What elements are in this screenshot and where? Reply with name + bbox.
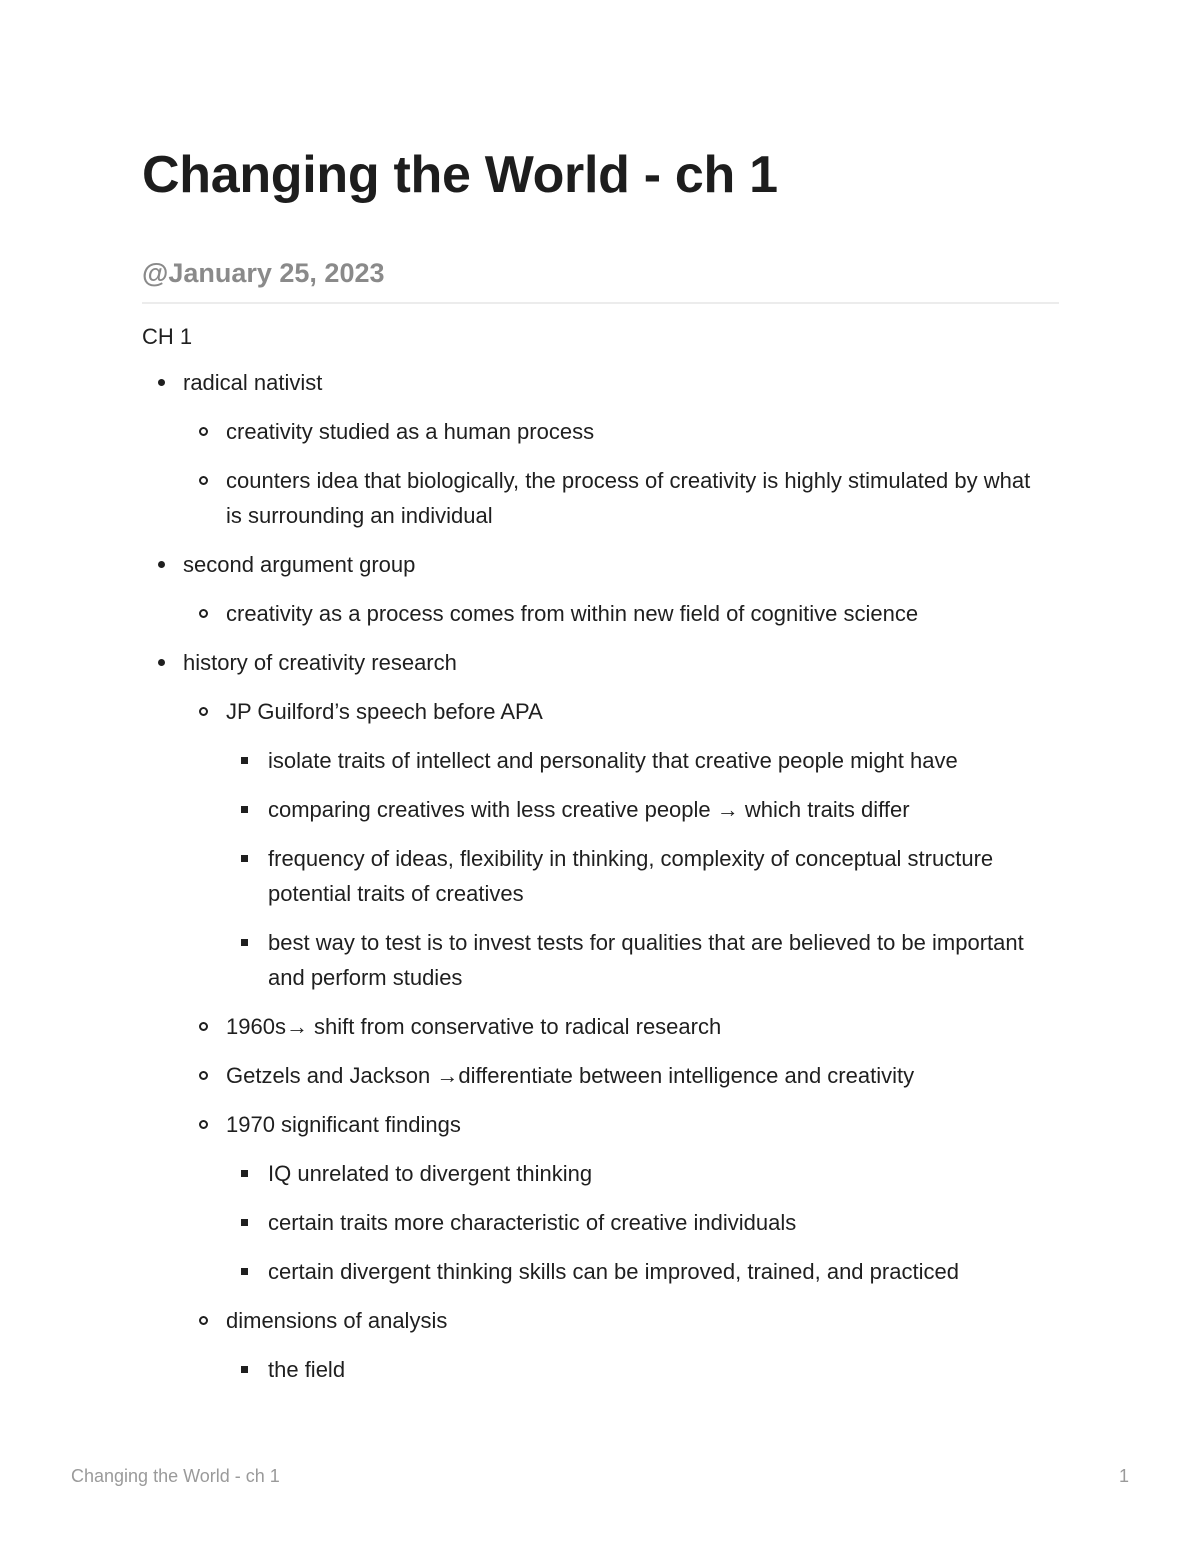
filled-disc-bullet-icon <box>158 379 165 386</box>
list-item <box>142 1352 1052 1387</box>
list-item <box>142 1107 1052 1142</box>
list-item-text: JP Guilford’s speech before APA <box>226 699 543 724</box>
list-item-text: best way to test is to invest tests for qualities that are believed to be important and perform studies <box>268 930 1024 990</box>
list-item-text: creativity studied as a human process <box>226 419 595 444</box>
list-item-text: Getzels and Jackson →differentiate between intelligence and creativity <box>226 1063 915 1088</box>
filled-square-bullet-icon <box>241 757 248 764</box>
list-item-text: dimensions of analysis <box>226 1308 448 1333</box>
list-item <box>142 1156 1052 1191</box>
list-item <box>142 925 1052 995</box>
page-title: Changing the World - ch 1 <box>142 146 778 204</box>
title-divider <box>142 302 1059 304</box>
list-item-text: history of creativity research <box>183 650 457 675</box>
list-item-text: isolate traits of intellect and personality that creative people might have <box>268 748 958 773</box>
hollow-circle-bullet-icon <box>199 707 208 716</box>
filled-square-bullet-icon <box>241 939 248 946</box>
hollow-circle-bullet-icon <box>199 476 208 485</box>
list-item <box>142 841 1052 911</box>
list-item-text: counters idea that biologically, the process of creativity is highly stimulated by what is surrounding an individual <box>226 468 1031 528</box>
filled-square-bullet-icon <box>241 855 248 862</box>
list-item-text: second argument group <box>183 552 416 577</box>
list-item-text: radical nativist <box>183 370 323 395</box>
list-item <box>142 365 1052 400</box>
list-item <box>142 694 1052 729</box>
list-item-text: frequency of ideas, flexibility in thinking, complexity of conceptual structure potential traits of creatives <box>268 846 994 906</box>
list-item-text: 1960s→ shift from conservative to radical research <box>226 1014 722 1039</box>
list-item-text: the field <box>268 1357 346 1382</box>
list-item-text: IQ unrelated to divergent thinking <box>268 1161 593 1186</box>
list-item <box>142 743 1052 778</box>
list-item-text: certain divergent thinking skills can be improved, trained, and practiced <box>268 1259 959 1284</box>
filled-square-bullet-icon <box>241 1219 248 1226</box>
list-item-text: certain traits more characteristic of creative individuals <box>268 1210 797 1235</box>
hollow-circle-bullet-icon <box>199 1120 208 1129</box>
hollow-circle-bullet-icon <box>199 1022 208 1031</box>
list-item-text: creativity as a process comes from within new field of cognitive science <box>226 601 919 626</box>
list-item <box>142 792 1052 827</box>
list-item-text: comparing creatives with less creative people → which traits differ <box>268 797 910 822</box>
filled-square-bullet-icon <box>241 1268 248 1275</box>
filled-disc-bullet-icon <box>158 659 165 666</box>
hollow-circle-bullet-icon <box>199 1316 208 1325</box>
hollow-circle-bullet-icon <box>199 1071 208 1080</box>
list-item <box>142 645 1052 680</box>
hollow-circle-bullet-icon <box>199 427 208 436</box>
footer-title: Changing the World - ch 1 <box>71 1466 280 1486</box>
filled-disc-bullet-icon <box>158 561 165 568</box>
list-item <box>142 1254 1052 1289</box>
list-item-text: 1970 significant findings <box>226 1112 461 1137</box>
bullet-outline <box>142 365 1052 1401</box>
list-item <box>142 1303 1052 1338</box>
list-item <box>142 414 1052 449</box>
list-item <box>142 1058 1052 1093</box>
hollow-circle-bullet-icon <box>199 609 208 618</box>
filled-square-bullet-icon <box>241 806 248 813</box>
list-item <box>142 463 1052 533</box>
list-item <box>142 596 1052 631</box>
filled-square-bullet-icon <box>241 1366 248 1373</box>
filled-square-bullet-icon <box>241 1170 248 1177</box>
footer-page-number: 1 <box>1118 1466 1129 1486</box>
list-item <box>142 547 1052 582</box>
section-label: CH 1 <box>142 324 193 349</box>
list-item <box>142 1205 1052 1240</box>
date-mention: @January 25, 2023 <box>142 258 385 288</box>
list-item <box>142 1009 1052 1044</box>
